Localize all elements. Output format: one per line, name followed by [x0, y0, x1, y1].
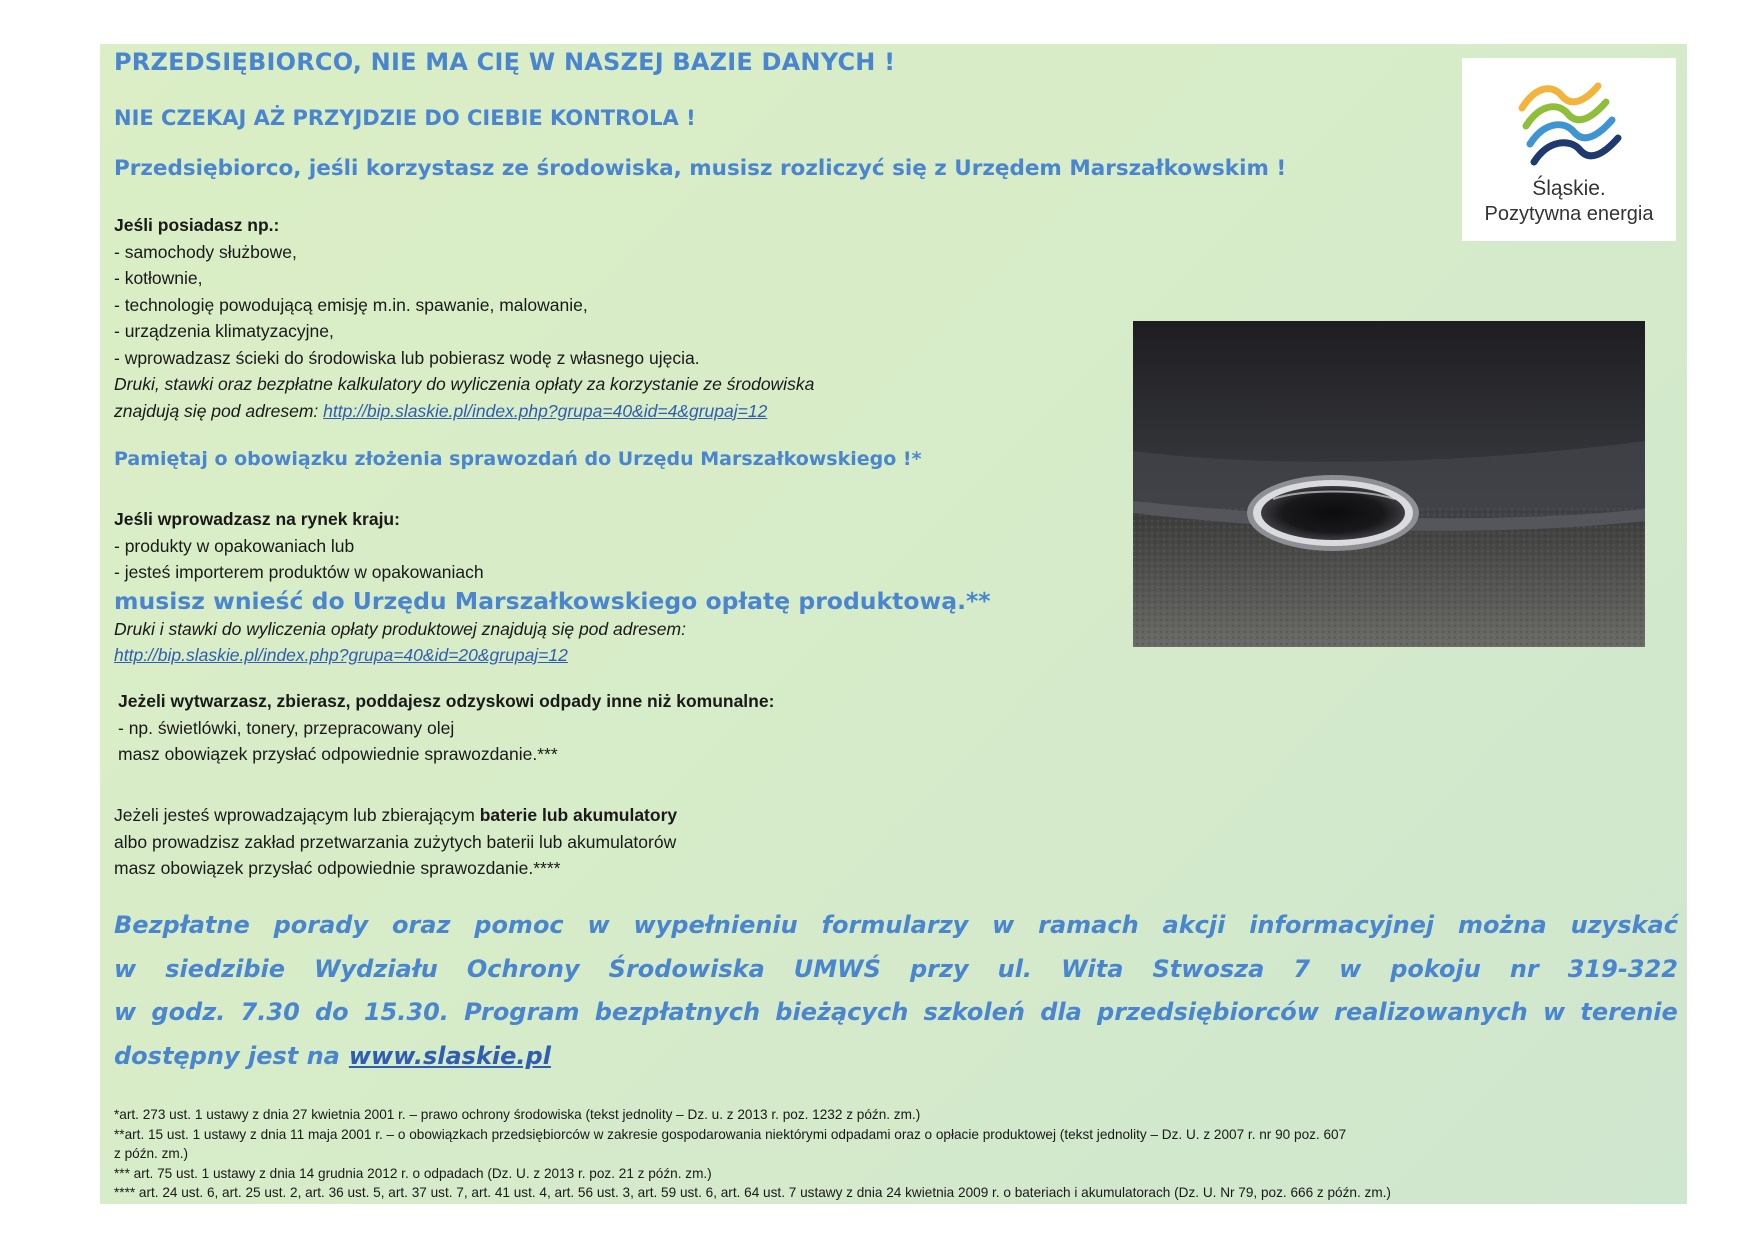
- promo-word: Środowiska: [608, 954, 765, 983]
- slaskie-website-link[interactable]: www.slaskie.pl: [348, 1041, 551, 1070]
- slaskie-logo: [1462, 58, 1676, 241]
- promo-word: nr: [1509, 954, 1539, 983]
- promo-word: bezpłatnych: [594, 998, 761, 1026]
- section-intro: Jeśli wprowadzasz na rynek kraju:: [114, 509, 400, 529]
- promo-word: wypełnieniu: [633, 911, 798, 939]
- section-environment-use: [114, 212, 814, 424]
- promo-word: formularzy: [821, 911, 969, 939]
- promo-word: przedsiębiorców: [1097, 998, 1319, 1026]
- forms-note-prefix: znajdują się pod adresem:: [114, 400, 324, 421]
- promo-word: ramach: [1038, 911, 1139, 939]
- promo-word: w: [1339, 954, 1362, 983]
- promo-word: Ochrony: [466, 954, 580, 983]
- promo-line-2: [114, 948, 1678, 992]
- promo-word: w: [587, 911, 610, 939]
- footnote-2-cont: z późn. zm.): [114, 1146, 189, 1161]
- promo-word: 7: [1293, 954, 1311, 983]
- promo-word: pokoju: [1390, 954, 1481, 983]
- list-item: - wprowadzasz ścieki do środowiska lub pobierasz wodę z własnego ujęcia.: [114, 347, 700, 368]
- list-item: - produkty w opakowaniach lub: [114, 535, 355, 556]
- footnote-1: *art. 273 ust. 1 ustawy z dnia 27 kwietnia 2001 r. – prawo ochrony środowiska (tekst jednolity – Dz. u. z 2013 r. poz. 1232 z późn. zm.): [114, 1107, 921, 1122]
- product-fee-note: Druki i stawki do wyliczenia opłaty produktowej znajdują się pod adresem:: [114, 618, 686, 639]
- promo-word: w: [1542, 998, 1566, 1026]
- promo-line-4: [114, 1035, 1678, 1079]
- batteries-keyword: baterie lub akumulatory: [479, 805, 678, 825]
- promo-word: szkoleń: [923, 998, 1025, 1026]
- headline-no-database: PRZEDSIĘBIORCO, NIE MA CIĘ W NASZEJ BAZIE DANYCH !: [114, 48, 896, 76]
- batteries-line2: albo prowadzisz zakład przetwarzania zużytych baterii lub akumulatorów: [114, 831, 677, 852]
- promo-word: akcji: [1162, 911, 1226, 939]
- promo-word: można: [1457, 911, 1547, 939]
- promo-word: porady: [273, 911, 369, 939]
- forms-note-line2: [114, 398, 814, 425]
- product-fee-link-line: [114, 642, 991, 669]
- promo-text: dostępny jest na: [114, 1041, 340, 1070]
- promo-word: siedzibie: [165, 954, 286, 983]
- section-batteries: [114, 802, 677, 882]
- promo-word: informacyjnej: [1249, 911, 1435, 939]
- list-item: - jesteś importerem produktów w opakowaniach: [114, 562, 484, 582]
- headline-product-fee: musisz wnieść do Urzędu Marszałkowskiego opłatę produktową.**: [114, 586, 991, 615]
- section-product-fee: [114, 506, 991, 669]
- promo-word: uzyskać: [1570, 911, 1678, 939]
- batteries-line1: [114, 802, 677, 829]
- free-advice-paragraph: [114, 904, 1678, 1078]
- logo-name: Śląskie.: [1532, 177, 1606, 200]
- promo-word: przy: [909, 954, 969, 983]
- promo-word: realizowanych: [1334, 998, 1528, 1026]
- batteries-line1-text: Jeżeli jesteś wprowadzającym lub zbierającym: [114, 805, 480, 825]
- footnote-2: **art. 15 ust. 1 ustawy z dnia 11 maja 2001 r. – o obowiązkach przedsiębiorców w zakresie gospodarowania niektórymi odpadami oraz o opłacie produktowej (tekst jednolity – Dz. U. z 2007 r. nr 90 poz. 607: [114, 1126, 1347, 1142]
- promo-word: 7.30: [240, 998, 300, 1026]
- car-exhaust-image: [1133, 321, 1645, 647]
- bip-link-fees[interactable]: http://bip.slaskie.pl/index.php?grupa=40&id=4&grupaj=12: [323, 400, 768, 421]
- promo-word: Bezpłatne: [114, 911, 250, 939]
- forms-note: Druki, stawki oraz bezpłatne kalkulatory do wyliczenia opłaty za korzystanie ze środowiska: [114, 374, 815, 394]
- flyer-sheet: [100, 44, 1687, 1204]
- promo-word: w: [114, 954, 137, 983]
- promo-word: pomoc: [474, 911, 564, 939]
- section-waste: [118, 688, 774, 768]
- list-item: - urządzenia klimatyzacyjne,: [114, 321, 334, 341]
- headline-inspection: NIE CZEKAJ AŻ PRZYJDZIE DO CIEBIE KONTROLA !: [114, 106, 696, 130]
- section-intro: Jeśli posiadasz np.:: [114, 215, 280, 235]
- promo-word: bieżących: [775, 998, 909, 1026]
- exhaust-photo: [1133, 321, 1645, 647]
- list-item: - kotłownie,: [114, 268, 203, 288]
- promo-word: Stwosza: [1152, 954, 1265, 983]
- promo-word: oraz: [391, 911, 451, 939]
- promo-line-1: [114, 904, 1678, 948]
- promo-word: 15.30.: [363, 998, 449, 1026]
- promo-word: do: [314, 998, 349, 1026]
- waste-obligation: masz obowiązek przysłać odpowiednie sprawozdanie.***: [118, 744, 558, 764]
- logo-slogan: Pozytywna energia: [1484, 203, 1654, 225]
- footnote-3: *** art. 75 ust. 1 ustawy z dnia 14 grudnia 2012 r. o odpadach (Dz. U. z 2013 r. poz. 21 z późn. zm.): [114, 1165, 712, 1181]
- footnotes: [114, 1105, 1391, 1203]
- section-intro: Jeżeli wytwarzasz, zbierasz, poddajesz odzyskowi odpady inne niż komunalne:: [118, 691, 775, 711]
- list-item: - samochody służbowe,: [114, 241, 297, 262]
- list-item: - technologię powodującą emisję m.in. spawanie, malowanie,: [114, 294, 588, 315]
- promo-word: w: [992, 911, 1015, 939]
- promo-word: Wydziału: [314, 954, 438, 983]
- promo-word: ul.: [997, 954, 1033, 983]
- promo-word: UMWŚ: [793, 954, 881, 983]
- promo-line-3: [114, 991, 1678, 1035]
- bip-link-product-fee[interactable]: http://bip.slaskie.pl/index.php?grupa=40&id=20&grupaj=12: [114, 645, 568, 665]
- waste-examples: - np. świetlówki, tonery, przepracowany olej: [118, 717, 455, 738]
- promo-word: dla: [1040, 998, 1082, 1026]
- promo-word: w: [114, 998, 137, 1026]
- promo-word: godz.: [151, 998, 226, 1026]
- promo-word: Program: [464, 998, 580, 1026]
- batteries-line3: masz obowiązek przysłać odpowiednie sprawozdanie.****: [114, 858, 561, 878]
- promo-word: Wita: [1061, 954, 1124, 983]
- headline-report-obligation: Pamiętaj o obowiązku złożenia sprawozdań do Urzędu Marszałkowskiego !*: [114, 448, 922, 470]
- promo-word: 319-322: [1567, 954, 1678, 983]
- wave-logo-icon: [1514, 80, 1624, 170]
- footnote-4: **** art. 24 ust. 6, art. 25 ust. 2, art. 36 ust. 5, art. 37 ust. 7, art. 41 ust. 4, art. 56 ust. 3, art. 59 ust. 6, art. 64 ust. 7 ustawy z dnia 24 kwietnia 2009 r. o bateriach i akumulatorach (Dz. U. Nr 79, poz. 666 z późn. zm.): [114, 1185, 1391, 1200]
- headline-settle-office: Przedsiębiorco, jeśli korzystasz ze środowiska, musisz rozliczyć się z Urzędem Marszałkowskim !: [114, 156, 1287, 181]
- promo-word: terenie: [1580, 998, 1678, 1026]
